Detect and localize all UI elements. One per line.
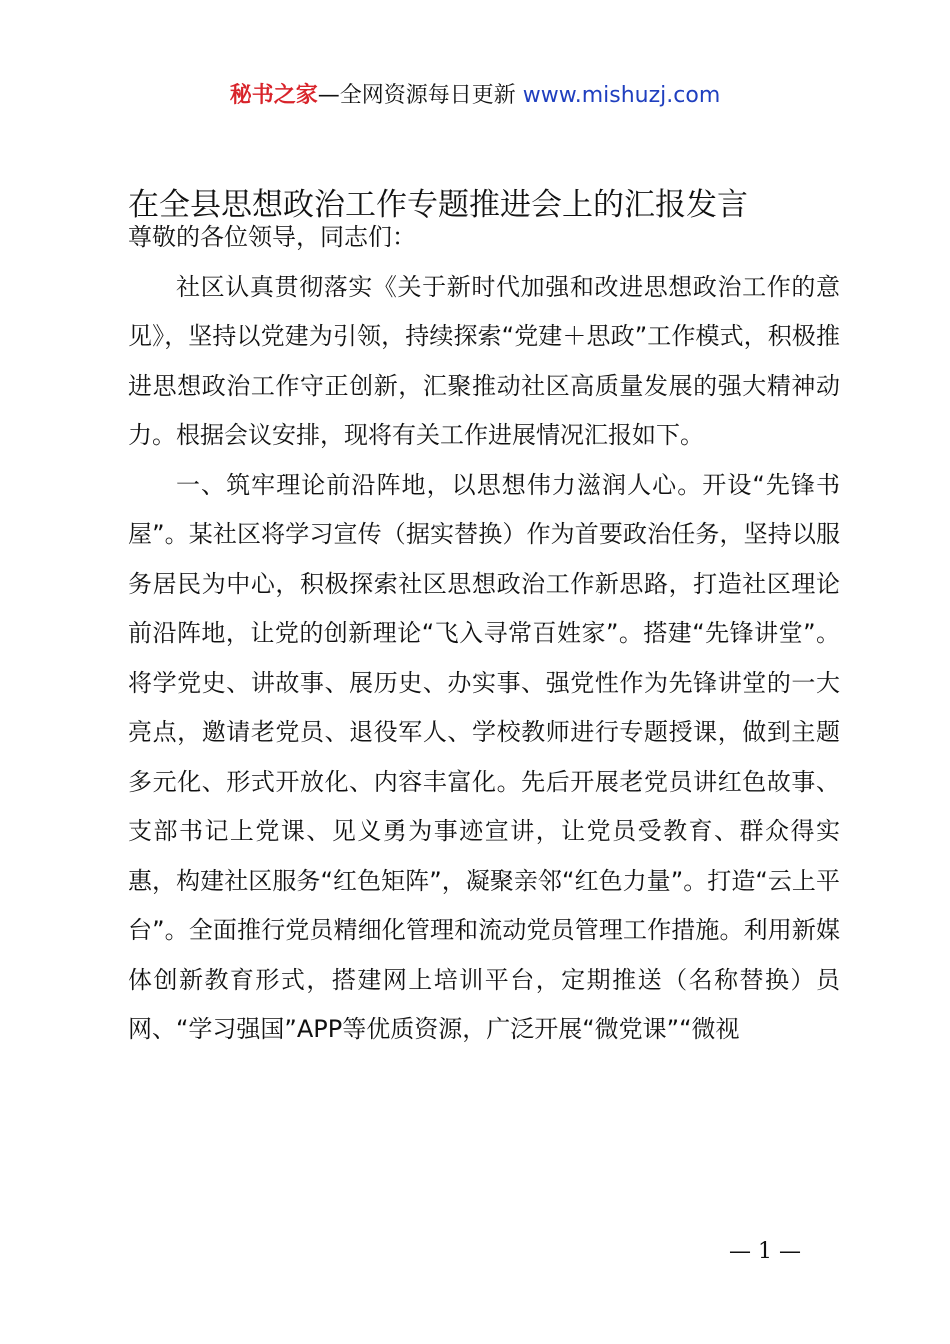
site-header	[0, 80, 950, 112]
intro-paragraph: 社区认真贯彻落实《关于新时代加强和改进思想政治工作的意见》，坚持以党建为引领，持续探索“党建＋思政”工作模式，积极推进思想政治工作守正创新，汇聚推动社区高质量发展的强大精神动力。根据会议安排，现将有关工作进展情况汇报如下。	[128, 272, 840, 449]
page-number: — 1 —	[729, 1239, 801, 1264]
site-tagline: —全网资源每日更新	[317, 83, 516, 108]
site-url-link[interactable]: www.mishuzj.com	[522, 83, 721, 108]
section-one-paragraph: 一、筑牢理论前沿阵地，以思想伟力滋润人心。开设“先锋书屋”。某社区将学习宣传（据实替换）作为首要政治任务，坚持以服务居民为中心，积极探索社区思想政治工作新思路，打造社区理论前沿阵地，让党的创新理论“飞入寻常百姓家”。搭建“先锋讲堂”。将学党史、讲故事、展历史、办实事、强党性作为先锋讲堂的一大亮点，邀请老党员、退役军人、学校教师进行专题授课，做到主题多元化、形式开放化、内容丰富化。先后开展老党员讲红色故事、支部书记上党课、见义勇为事迹宣讲，让党员受教育、群众得实惠，构建社区服务“红色矩阵”，凝聚亲邻“红色力量”。打造“云上平台”。全面推行党员精细化管理和流动党员管理工作措施。利用新媒体创新教育形式，搭建网上培训平台，定期推送（名称替换）员网、“学习强国”APP等优质资源，广泛开展“微党课”“微视	[128, 470, 840, 1043]
document-body	[128, 213, 840, 1055]
salutation: 尊敬的各位领导，同志们：	[128, 223, 416, 251]
site-brand: 秘书之家	[229, 83, 318, 108]
document-title: 在全县思想政治工作专题推进会上的汇报发言	[128, 187, 748, 223]
